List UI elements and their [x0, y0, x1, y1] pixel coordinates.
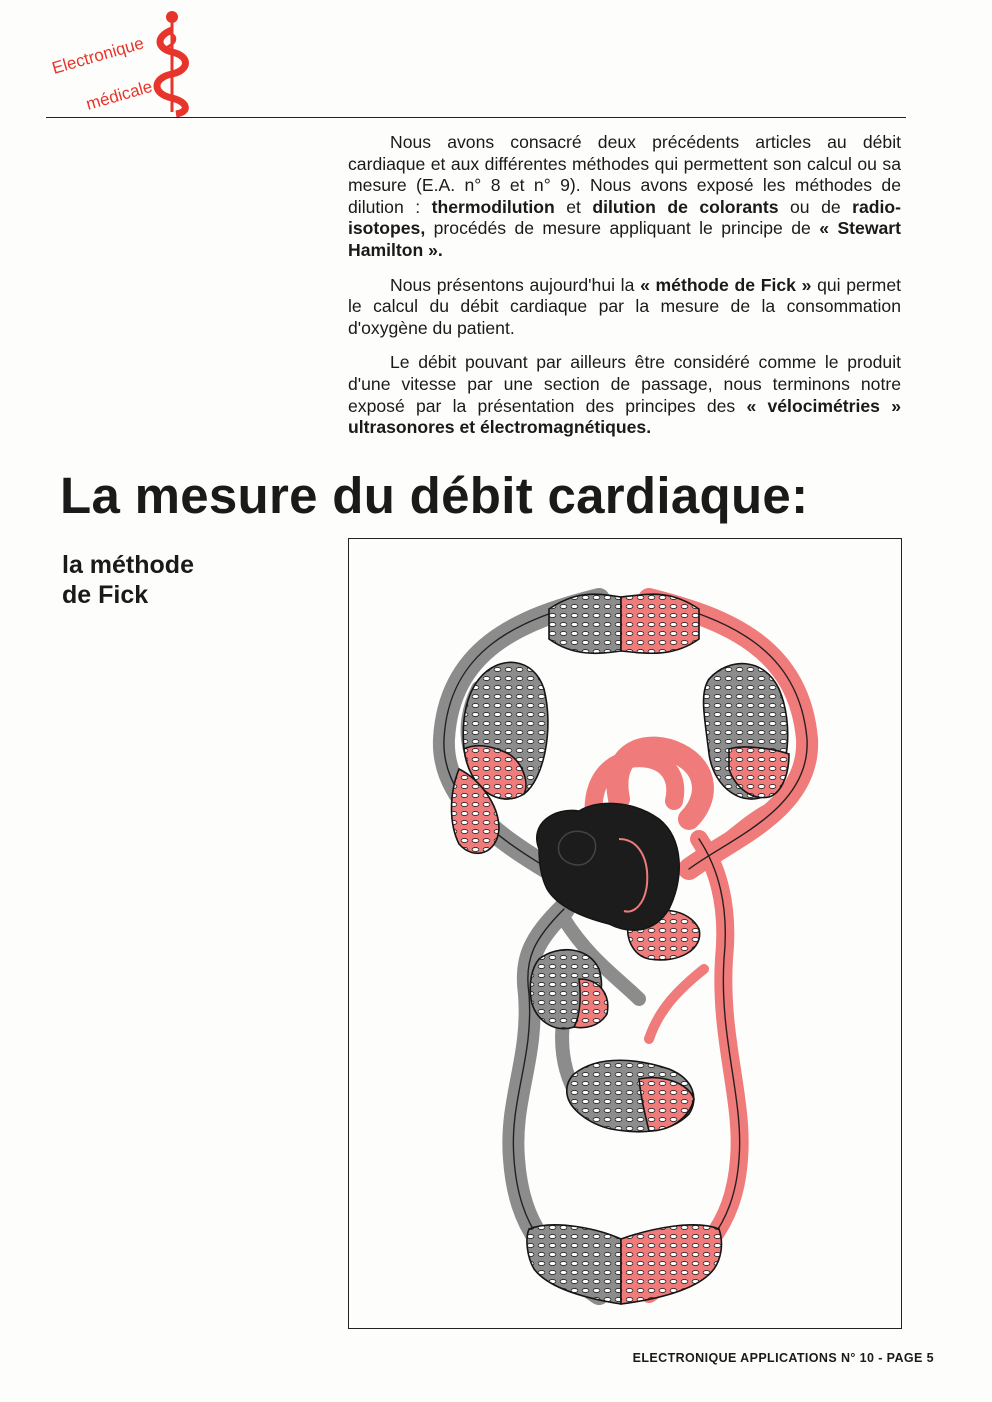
- capillary-bed-legs: [527, 1225, 722, 1304]
- intro-emphasis: « méthode de Fick »: [640, 274, 812, 295]
- capillary-bed-lung-left: [463, 662, 548, 799]
- intro-paragraph: [348, 132, 901, 262]
- subtitle: [62, 550, 194, 610]
- figure-frame: [348, 538, 902, 1329]
- capillary-bed-lung-right: [704, 664, 789, 799]
- intro-text-run: Nous présentons aujourd'hui la: [390, 274, 641, 295]
- intro-emphasis: dilution de colorants: [592, 196, 779, 217]
- intro-emphasis: thermodilution: [431, 196, 555, 217]
- subtitle-line1: la méthode: [62, 551, 194, 579]
- intro-text-run: et: [554, 196, 593, 217]
- capillary-bed-kidney: [567, 1060, 694, 1132]
- capillary-bed-head: [549, 594, 699, 653]
- header-rule: [46, 117, 906, 118]
- logo-line2: médicale: [83, 76, 155, 114]
- intro-text-run: Le débit pouvant par ailleurs être considéré comme le produit d'une vitesse par une section de passage, nous terminons notre exposé par la présentation des principes des: [348, 352, 901, 416]
- intro-paragraph: [348, 275, 901, 340]
- intro-text-run: procédés de mesure appliquant le principe de: [425, 218, 820, 239]
- intro-paragraph: [348, 352, 901, 438]
- intro-text: [348, 132, 901, 452]
- logo-line1: Electronique: [52, 33, 146, 78]
- intro-emphasis: « Stewart Hamilton ».: [348, 218, 902, 260]
- intro-emphasis: « vélocimétries » ultrasonores et électromagnétiques.: [348, 395, 901, 438]
- subtitle-line2: de Fick: [62, 581, 149, 609]
- intro-text-run: ou de: [778, 196, 853, 217]
- intro-text-run: Nous avons consacré deux précédents articles au débit cardiaque et aux différentes méthodes qui permettent son calcul ou sa mesure (E.A. n° 8 et n° 9). Nous avons exposé les méthodes de dilution :: [348, 132, 901, 217]
- page-footer: ELECTRONIQUE APPLICATIONS N° 10 - PAGE 5: [632, 1351, 934, 1365]
- caduceus-icon: [52, 8, 222, 120]
- magazine-logo: [52, 8, 222, 120]
- intro-text-run: qui permet le calcul du débit cardiaque par la mesure de la consommation d'oxygène du patient.: [348, 274, 901, 338]
- page-title: La mesure du débit cardiaque:: [60, 467, 809, 524]
- circulation-diagram: [349, 539, 903, 1330]
- intro-emphasis: radio-isotopes,: [348, 196, 901, 239]
